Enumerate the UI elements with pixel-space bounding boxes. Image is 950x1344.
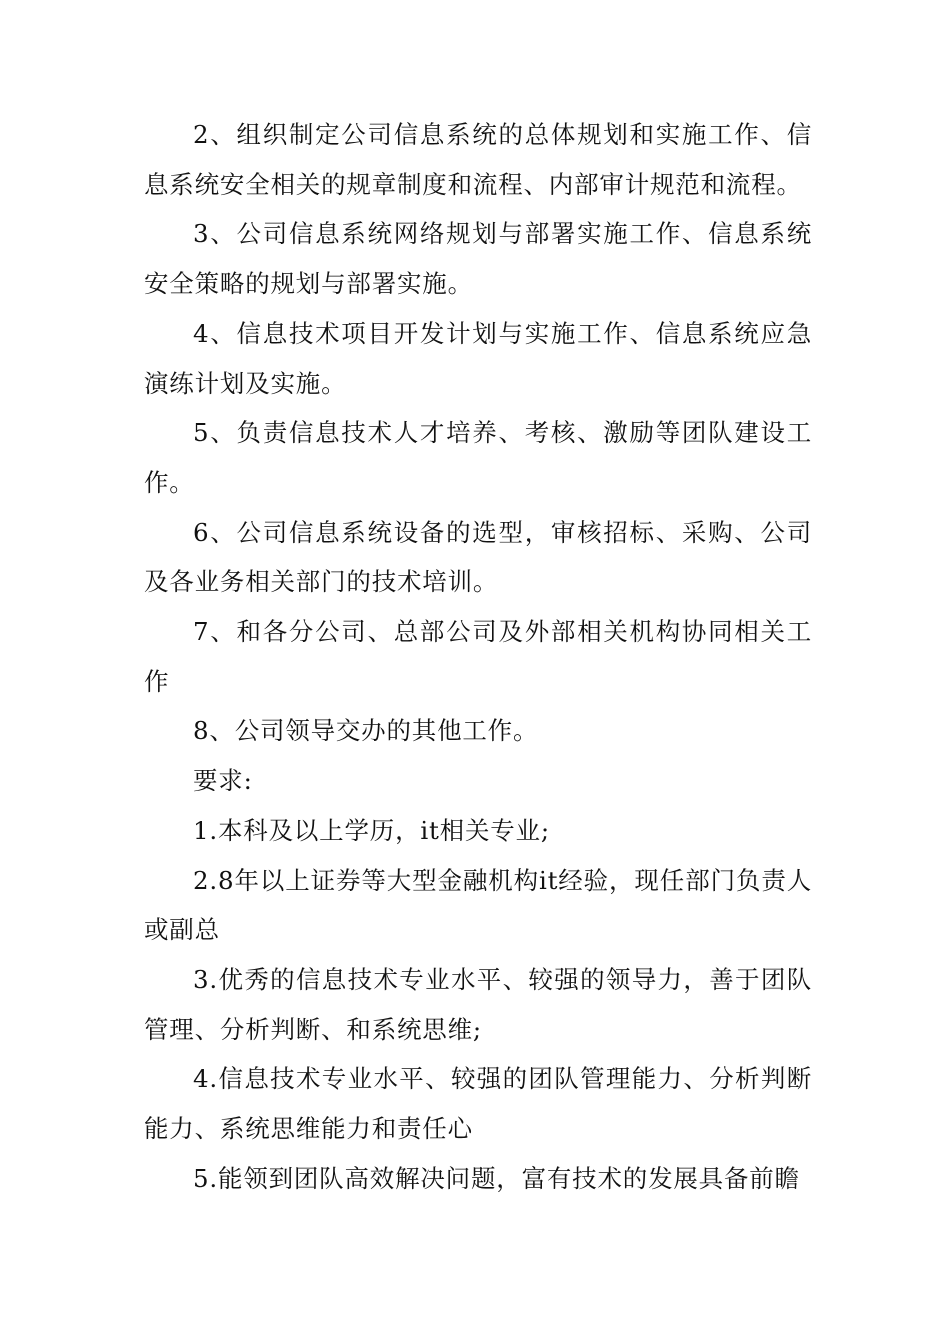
requirement-item-4: 4.信息技术专业水平、较强的团队管理能力、分析判断能力、系统思维能力和责任心 — [144, 1064, 812, 1144]
requirement-item-5: 5.能领到团队高效解决问题，富有技术的发展具备前瞻 — [193, 1163, 800, 1193]
duty-item-2: 2、组织制定公司信息系统的总体规划和实施工作、信息系统安全相关的规章制度和流程、内部审计规范和流程。 — [144, 120, 812, 199]
duty-item-4: 4、信息技术项目开发计划与实施工作、信息系统应急演练计划及实施。 — [144, 318, 812, 398]
duty-item-6: 6、公司信息系统设备的选型，审核招标、采购、公司及各业务相关部门的技术培训。 — [144, 517, 812, 597]
duty-item-3: 3、公司信息系统网络规划与部署实施工作、信息系统安全策略的规划与部署实施。 — [144, 219, 812, 299]
requirement-item-2: 2.8年以上证券等大型金融机构it经验，现任部门负责人或副总 — [144, 865, 812, 945]
requirement-item-3: 3.优秀的信息技术专业水平、较强的领导力，善于团队管理、分析判断、和系统思维; — [144, 964, 812, 1044]
duty-item-5: 5、负责信息技术人才培养、考核、激励等团队建设工作。 — [144, 418, 812, 497]
duty-item-7: 7、和各分公司、总部公司及外部相关机构协同相关工作 — [144, 617, 812, 696]
document-body — [144, 110, 812, 1203]
requirements-heading: 要求: — [193, 766, 253, 796]
requirement-item-1: 1.本科及以上学历，it相关专业; — [193, 815, 550, 845]
duty-item-8: 8、公司领导交办的其他工作。 — [193, 716, 539, 746]
